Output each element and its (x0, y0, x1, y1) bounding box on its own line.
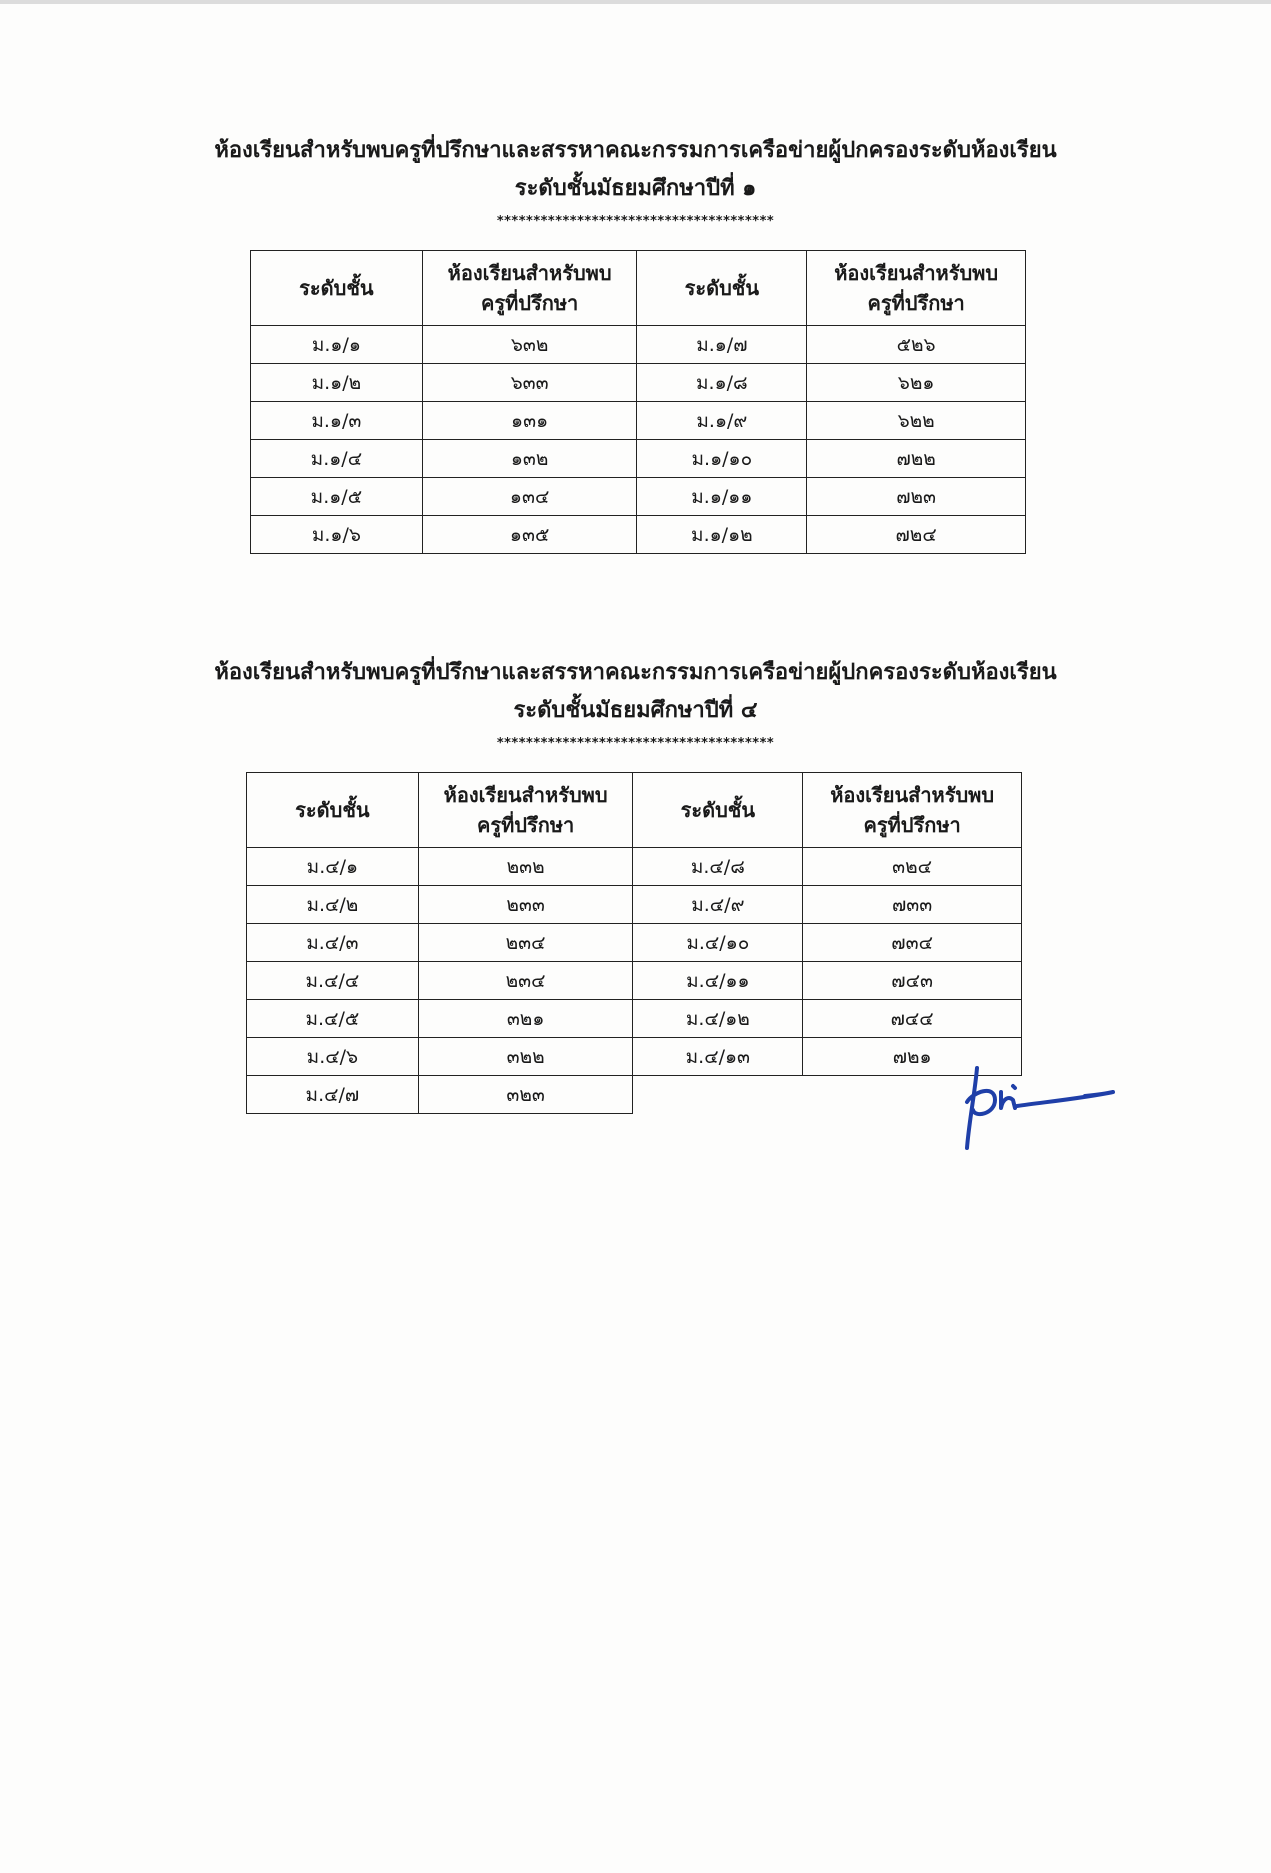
room-number-cell: ๓๒๔ (803, 848, 1022, 886)
section-title-line2: ระดับชั้นมัธยมศึกษาปีที่ ๔ (513, 698, 758, 723)
column-header (803, 773, 1022, 848)
room-number-cell: ๒๓๒ (418, 848, 633, 886)
room-table-m1 (250, 250, 1026, 554)
room-number-cell: ๓๒๓ (418, 1076, 633, 1114)
column-header-line: ระดับชั้น (684, 276, 760, 300)
class-level-cell: ม.๑/๒ (251, 364, 423, 402)
room-number-cell: ๖๓๓ (422, 364, 637, 402)
column-header (418, 773, 633, 848)
class-level-cell: ม.๑/๘ (637, 364, 807, 402)
class-level-cell: ม.๑/๕ (251, 478, 423, 516)
header-row (251, 251, 1026, 326)
column-header-line: ครูที่ปรึกษา (476, 813, 575, 837)
class-level-cell: ม.๔/๕ (247, 1000, 419, 1038)
column-header (247, 773, 419, 848)
table-row (251, 364, 1026, 402)
class-level-cell: ม.๔/๙ (633, 886, 803, 924)
table-row (247, 886, 1022, 924)
table-row (247, 1038, 1022, 1076)
room-table-m4 (246, 772, 1022, 1114)
room-number-cell: ๗๔๓ (803, 962, 1022, 1000)
separator: ************************************** (496, 736, 775, 751)
column-header-line: ระดับชั้น (680, 798, 756, 822)
header-row (247, 773, 1022, 848)
table-row (247, 1000, 1022, 1038)
room-number-cell: ๖๒๑ (807, 364, 1026, 402)
table-row (251, 516, 1026, 554)
column-header (422, 251, 637, 326)
document-page (0, 4, 1271, 1873)
class-level-cell: ม.๔/๑๑ (633, 962, 803, 1000)
class-level-cell: ม.๑/๗ (637, 326, 807, 364)
column-header-line: ห้องเรียนสำหรับพบ (834, 261, 999, 285)
column-header-line: ครูที่ปรึกษา (867, 291, 965, 315)
column-header-line: ห้องเรียนสำหรับพบ (830, 783, 995, 807)
class-level-cell: ม.๑/๑ (251, 326, 423, 364)
table-row (247, 848, 1022, 886)
class-level-cell: ม.๔/๔ (247, 962, 419, 1000)
class-level-cell: ม.๔/๖ (247, 1038, 419, 1076)
empty-cell (633, 1076, 803, 1114)
table-row (251, 478, 1026, 516)
column-header-line: ห้องเรียนสำหรับพบ (443, 783, 608, 807)
room-number-cell: ๗๒๑ (803, 1038, 1022, 1076)
table-row (247, 924, 1022, 962)
table-row (247, 962, 1022, 1000)
room-number-cell: ๓๒๒ (418, 1038, 633, 1076)
class-level-cell: ม.๔/๗ (247, 1076, 419, 1114)
room-number-cell: ๑๓๑ (422, 402, 637, 440)
room-number-cell: ๒๓๔ (418, 962, 633, 1000)
table-row (251, 326, 1026, 364)
class-level-cell: ม.๔/๑๐ (633, 924, 803, 962)
separator: ************************************** (496, 214, 775, 229)
room-number-cell: ๗๔๔ (803, 1000, 1022, 1038)
room-number-cell: ๑๓๕ (422, 516, 637, 554)
class-level-cell: ม.๔/๘ (633, 848, 803, 886)
column-header-line: ห้องเรียนสำหรับพบ (447, 261, 612, 285)
class-level-cell: ม.๑/๖ (251, 516, 423, 554)
section-title-line2: ระดับชั้นมัธยมศึกษาปีที่ ๑ (514, 176, 757, 201)
room-number-cell: ๑๓๒ (422, 440, 637, 478)
room-number-cell: ๖๓๒ (422, 326, 637, 364)
column-header (807, 251, 1026, 326)
section-m4 (0, 654, 1271, 754)
table-row (247, 1076, 1022, 1114)
room-number-cell: ๑๓๔ (422, 478, 637, 516)
room-number-cell: ๗๒๓ (807, 478, 1026, 516)
class-level-cell: ม.๑/๑๒ (637, 516, 807, 554)
column-header (251, 251, 423, 326)
room-number-cell: ๗๒๒ (807, 440, 1026, 478)
section-m1 (0, 132, 1271, 232)
class-level-cell: ม.๑/๑๑ (637, 478, 807, 516)
room-number-cell: ๗๓๔ (803, 924, 1022, 962)
column-header-line: ระดับชั้น (295, 798, 370, 822)
room-number-cell: ๖๒๒ (807, 402, 1026, 440)
column-header-line: ครูที่ปรึกษา (480, 291, 579, 315)
room-number-cell: ๒๓๔ (418, 924, 633, 962)
table-row (251, 440, 1026, 478)
section-title-line1: ห้องเรียนสำหรับพบครูที่ปรึกษาและสรรหาคณะกรรมการเครือข่ายผู้ปกครองระดับห้องเรียน (214, 660, 1057, 685)
class-level-cell: ม.๔/๑๒ (633, 1000, 803, 1038)
class-level-cell: ม.๑/๙ (637, 402, 807, 440)
column-header (633, 773, 803, 848)
class-level-cell: ม.๔/๑ (247, 848, 419, 886)
class-level-cell: ม.๑/๑๐ (637, 440, 807, 478)
section-title-line1: ห้องเรียนสำหรับพบครูที่ปรึกษาและสรรหาคณะกรรมการเครือข่ายผู้ปกครองระดับห้องเรียน (214, 138, 1057, 163)
signature-mark (955, 1062, 1125, 1152)
class-level-cell: ม.๑/๓ (251, 402, 423, 440)
room-number-cell: ๒๓๓ (418, 886, 633, 924)
column-header (637, 251, 807, 326)
room-number-cell: ๗๓๓ (803, 886, 1022, 924)
room-number-cell: ๓๒๑ (418, 1000, 633, 1038)
room-number-cell: ๗๒๔ (807, 516, 1026, 554)
column-header-line: ครูที่ปรึกษา (863, 813, 961, 837)
column-header-line: ระดับชั้น (299, 276, 374, 300)
class-level-cell: ม.๑/๔ (251, 440, 423, 478)
class-level-cell: ม.๔/๓ (247, 924, 419, 962)
table-row (251, 402, 1026, 440)
class-level-cell: ม.๔/๑๓ (633, 1038, 803, 1076)
room-number-cell: ๕๒๖ (807, 326, 1026, 364)
class-level-cell: ม.๔/๒ (247, 886, 419, 924)
